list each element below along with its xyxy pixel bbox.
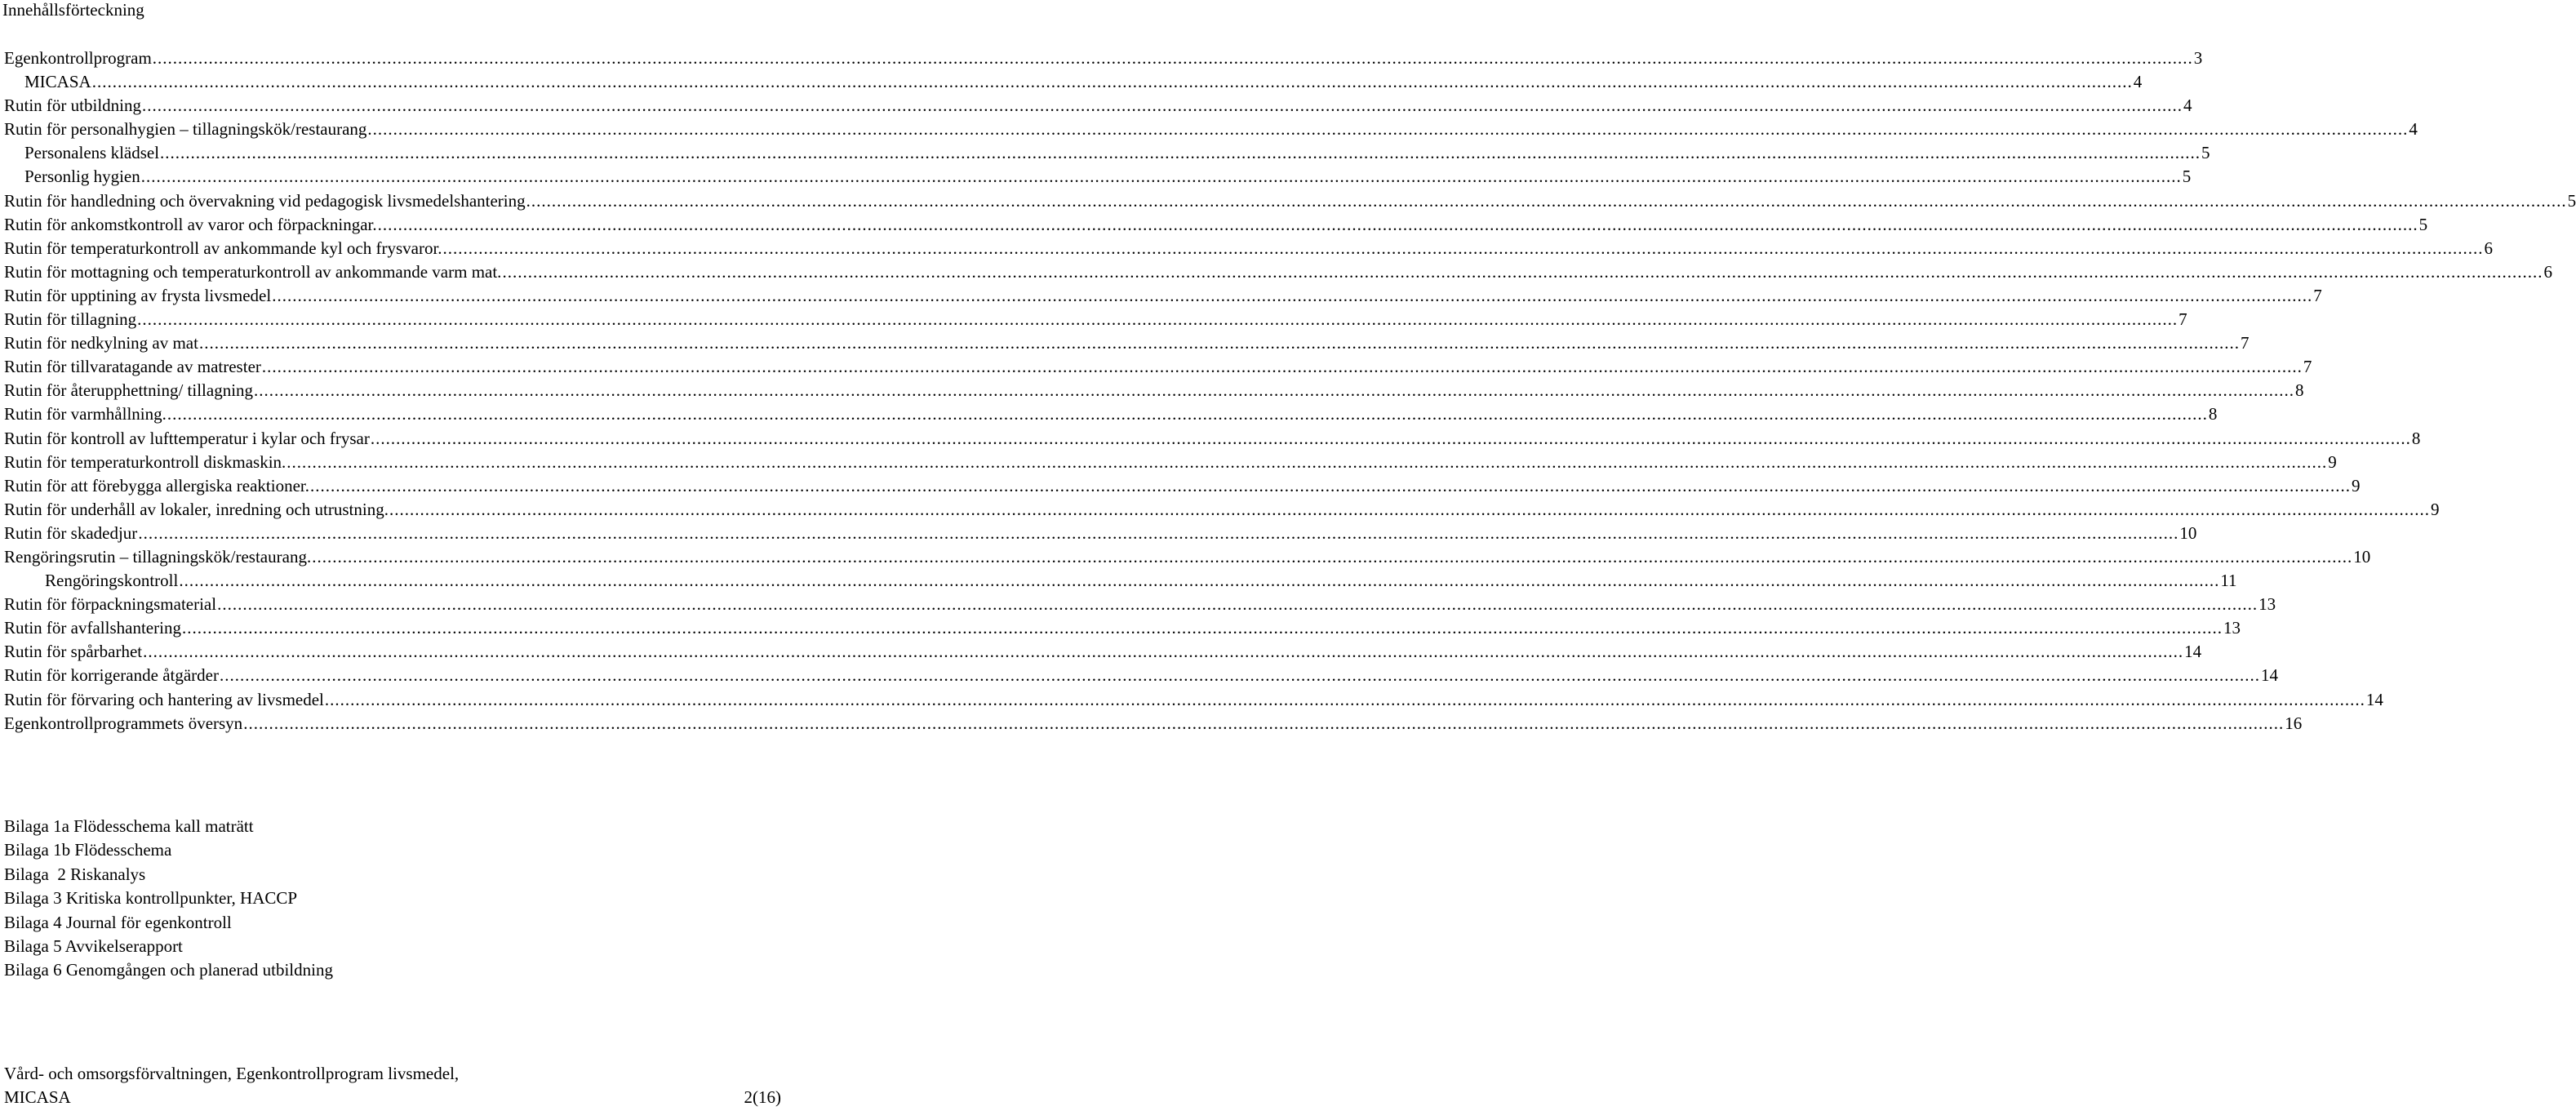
attachment-item: Bilaga 1b Flödesschema — [4, 840, 172, 860]
toc-entry-title: Rutin för utbildning — [4, 96, 141, 116]
dot-leader: ................................................................................................................................................................................................................................................................................................................................................................................................................ — [310, 475, 2351, 496]
toc-entry-page: 6 — [2484, 238, 2494, 258]
dot-leader: ................................................................................................................................................................................................................................................................................................................................................................................................................ — [370, 428, 2411, 448]
toc-entry-page: 13 — [2258, 594, 2276, 615]
page-number: 2(16) — [744, 1087, 781, 1107]
dot-leader: ................................................................................................................................................................................................................................................................................................................................................................................................................ — [137, 309, 2178, 330]
toc-entry-title: Rutin för korrigerande åtgärder — [4, 665, 219, 686]
dot-leader: ................................................................................................................................................................................................................................................................................................................................................................................................................ — [272, 285, 2313, 305]
attachment-item: Bilaga 3 Kritiska kontrollpunkter, HACCP — [4, 888, 298, 909]
toc-entry-page: 3 — [2193, 48, 2203, 68]
toc-entry[interactable] — [0, 379, 2304, 402]
toc-entry-title: Rutin för personalhygien – tillagningskök/restaurang — [4, 119, 367, 140]
dot-leader: ................................................................................................................................................................................................................................................................................................................................................................................................................ — [526, 190, 2567, 211]
page-heading: Innehållsförteckning — [2, 0, 144, 20]
page-footer — [4, 1062, 781, 1109]
toc-entry-page: 7 — [2313, 285, 2322, 305]
dot-leader: ................................................................................................................................................................................................................................................................................................................................................................................................................ — [377, 214, 2418, 234]
toc-entry-title: Rutin för upptining av frysta livsmedel — [4, 285, 272, 305]
dot-leader: ................................................................................................................................................................................................................................................................................................................................................................................................................ — [286, 451, 2328, 472]
toc-entry-title: Rutin för skadedjur — [4, 522, 138, 543]
toc-entry-page: 11 — [2220, 571, 2237, 591]
dot-leader: ................................................................................................................................................................................................................................................................................................................................................................................................................ — [91, 72, 2133, 92]
toc-entry-page: 9 — [2352, 475, 2361, 496]
dot-leader: ................................................................................................................................................................................................................................................................................................................................................................................................................ — [152, 48, 2193, 68]
toc-entry[interactable] — [0, 355, 2312, 379]
toc-entry[interactable] — [0, 616, 2241, 640]
toc-entry[interactable] — [0, 47, 2203, 70]
toc-entry[interactable] — [0, 331, 2250, 355]
attachment-item: Bilaga 1a Flödesschema kall maträtt — [4, 816, 254, 836]
toc-entry-title: Egenkontrollprogram — [4, 48, 152, 68]
dot-leader: ................................................................................................................................................................................................................................................................................................................................................................................................................ — [254, 380, 2295, 401]
toc-entry-title: Rutin för tillvaratagande av matrester — [4, 357, 261, 377]
toc-entry-title: Rutin för temperaturkontroll diskmaskin. — [4, 451, 286, 472]
toc-entry-title: Rutin för temperaturkontroll av ankommande kyl och frysvaror. — [4, 238, 442, 258]
toc-entry[interactable] — [0, 284, 2322, 308]
dot-leader: ................................................................................................................................................................................................................................................................................................................................................................................................................ — [181, 618, 2223, 638]
dot-leader: ................................................................................................................................................................................................................................................................................................................................................................................................................ — [217, 594, 2258, 615]
toc-entry-title: Egenkontrollprogrammets översyn — [4, 713, 243, 733]
toc-entry-page: 13 — [2223, 618, 2241, 638]
toc-entry[interactable] — [0, 640, 2202, 664]
toc-entry-title: Rutin för tillagning — [4, 309, 137, 330]
dot-leader: ................................................................................................................................................................................................................................................................................................................................................................................................................ — [160, 143, 2201, 163]
dot-leader: ................................................................................................................................................................................................................................................................................................................................................................................................................ — [243, 713, 2285, 733]
toc-entry-title: Rutin för att förebygga allergiska reaktioner. — [4, 475, 309, 496]
toc-entry[interactable] — [0, 118, 2418, 141]
toc-entry-page: 6 — [2543, 261, 2552, 282]
toc-entry[interactable] — [0, 237, 2494, 260]
attachment-item: Bilaga 2 Riskanalys — [4, 864, 146, 884]
dot-leader: ................................................................................................................................................................................................................................................................................................................................................................................................................ — [324, 689, 2365, 709]
toc-entry[interactable] — [0, 688, 2383, 712]
toc-entry-page: 4 — [2183, 96, 2192, 116]
toc-entry[interactable] — [0, 522, 2197, 545]
toc-entry[interactable] — [0, 593, 2276, 616]
toc-entry-page: 9 — [2430, 499, 2440, 519]
toc-entry-title: Rutin för förpackningsmaterial — [4, 594, 217, 615]
toc-entry[interactable] — [0, 402, 2218, 426]
dot-leader: ................................................................................................................................................................................................................................................................................................................................................................................................................ — [312, 546, 2353, 567]
toc-entry-page: 10 — [2353, 546, 2371, 567]
dot-leader: ................................................................................................................................................................................................................................................................................................................................................................................................................ — [442, 238, 2484, 258]
table-of-contents — [0, 47, 2576, 735]
toc-entry-page: 16 — [2285, 713, 2303, 733]
toc-entry-page: 7 — [2240, 333, 2250, 353]
toc-entry[interactable] — [0, 213, 2428, 237]
toc-entry-page: 14 — [2184, 642, 2202, 662]
toc-entry-title: Rutin för underhåll av lokaler, inredning och utrustning. — [4, 499, 389, 519]
toc-entry-page: 7 — [2303, 357, 2312, 377]
dot-leader: ................................................................................................................................................................................................................................................................................................................................................................................................................ — [167, 404, 2208, 424]
attachment-list — [4, 815, 333, 983]
toc-entry-page: 8 — [2208, 404, 2218, 424]
toc-entry-title: Rengöringsrutin – tillagningskök/restaurang. — [4, 546, 312, 567]
toc-entry-title: Rutin för ankomstkontroll av varor och förpackningar. — [4, 214, 377, 234]
toc-entry-page: 7 — [2178, 309, 2187, 330]
attachment-item: Bilaga 6 Genomgången och planerad utbildning — [4, 960, 333, 980]
toc-entry-page: 10 — [2179, 522, 2197, 543]
toc-entry-title: Rengöringskontroll — [45, 571, 179, 591]
dot-leader: ................................................................................................................................................................................................................................................................................................................................................................................................................ — [143, 642, 2184, 662]
toc-entry-page: 5 — [2182, 167, 2192, 187]
toc-entry-title: MICASA — [24, 72, 91, 92]
attachment-item: Bilaga 4 Journal för egenkontroll — [4, 912, 232, 932]
toc-entry[interactable] — [0, 474, 2361, 498]
toc-entry-title: Rutin för förvaring och hantering av livsmedel — [4, 689, 324, 709]
toc-entry-page: 5 — [2201, 143, 2210, 163]
toc-entry[interactable] — [0, 451, 2337, 474]
toc-entry[interactable] — [0, 70, 2143, 94]
toc-entry[interactable] — [0, 712, 2303, 735]
toc-entry-page: 5 — [2418, 214, 2428, 234]
toc-entry-page: 4 — [2409, 119, 2418, 140]
toc-entry-page: 14 — [2365, 689, 2383, 709]
toc-entry[interactable] — [0, 664, 2278, 687]
toc-entry[interactable] — [0, 498, 2440, 522]
dot-leader: ................................................................................................................................................................................................................................................................................................................................................................................................................ — [219, 665, 2260, 686]
toc-entry-title: Rutin för handledning och övervakning vid pedagogisk livsmedelshantering — [4, 190, 526, 211]
toc-entry-page: 4 — [2133, 72, 2143, 92]
dot-leader: ................................................................................................................................................................................................................................................................................................................................................................................................................ — [179, 571, 2220, 591]
toc-entry[interactable] — [0, 569, 2237, 593]
toc-entry-page: 14 — [2260, 665, 2278, 686]
dot-leader: ................................................................................................................................................................................................................................................................................................................................................................................................................ — [140, 167, 2182, 187]
toc-entry-title: Rutin för mottagning och temperaturkontroll av ankommande varm mat. — [4, 261, 502, 282]
toc-entry-page: 8 — [2411, 428, 2421, 448]
dot-leader: ................................................................................................................................................................................................................................................................................................................................................................................................................ — [261, 357, 2303, 377]
toc-entry-title: Rutin för spårbarhet — [4, 642, 143, 662]
dot-leader: ................................................................................................................................................................................................................................................................................................................................................................................................................ — [367, 119, 2409, 140]
attachment-item: Bilaga 5 Avvikelserapport — [4, 935, 183, 956]
toc-entry[interactable] — [0, 189, 2576, 213]
toc-entry-title: Rutin för varmhållning. — [4, 404, 167, 424]
toc-entry-title: Rutin för återupphettning/ tillagning — [4, 380, 254, 401]
toc-entry-title: Rutin för nedkylning av mat — [4, 333, 198, 353]
dot-leader: ................................................................................................................................................................................................................................................................................................................................................................................................................ — [138, 522, 2179, 543]
dot-leader: ................................................................................................................................................................................................................................................................................................................................................................................................................ — [502, 261, 2543, 282]
toc-entry[interactable] — [0, 141, 2210, 165]
toc-entry[interactable] — [0, 165, 2192, 189]
toc-entry[interactable] — [0, 260, 2552, 284]
toc-entry[interactable] — [0, 545, 2371, 569]
toc-entry-page: 9 — [2328, 451, 2337, 472]
footer-line-2: MICASA — [4, 1087, 71, 1107]
toc-entry-title: Personlig hygien — [24, 167, 140, 187]
footer-line-1: Vård- och omsorgsförvaltningen, Egenkontrollprogram livsmedel, — [4, 1064, 460, 1083]
dot-leader: ................................................................................................................................................................................................................................................................................................................................................................................................................ — [389, 499, 2430, 519]
dot-leader: ................................................................................................................................................................................................................................................................................................................................................................................................................ — [198, 333, 2240, 353]
toc-entry-page: 5 — [2567, 190, 2576, 211]
toc-entry[interactable] — [0, 308, 2187, 331]
toc-entry-title: Personalens klädsel — [24, 143, 160, 163]
toc-entry-title: Rutin för avfallshantering — [4, 618, 181, 638]
toc-entry[interactable] — [0, 94, 2192, 118]
dot-leader: ................................................................................................................................................................................................................................................................................................................................................................................................................ — [142, 96, 2183, 116]
toc-entry-page: 8 — [2295, 380, 2304, 401]
toc-entry-title: Rutin för kontroll av lufttemperatur i kylar och frysar — [4, 428, 370, 448]
toc-entry[interactable] — [0, 427, 2421, 451]
